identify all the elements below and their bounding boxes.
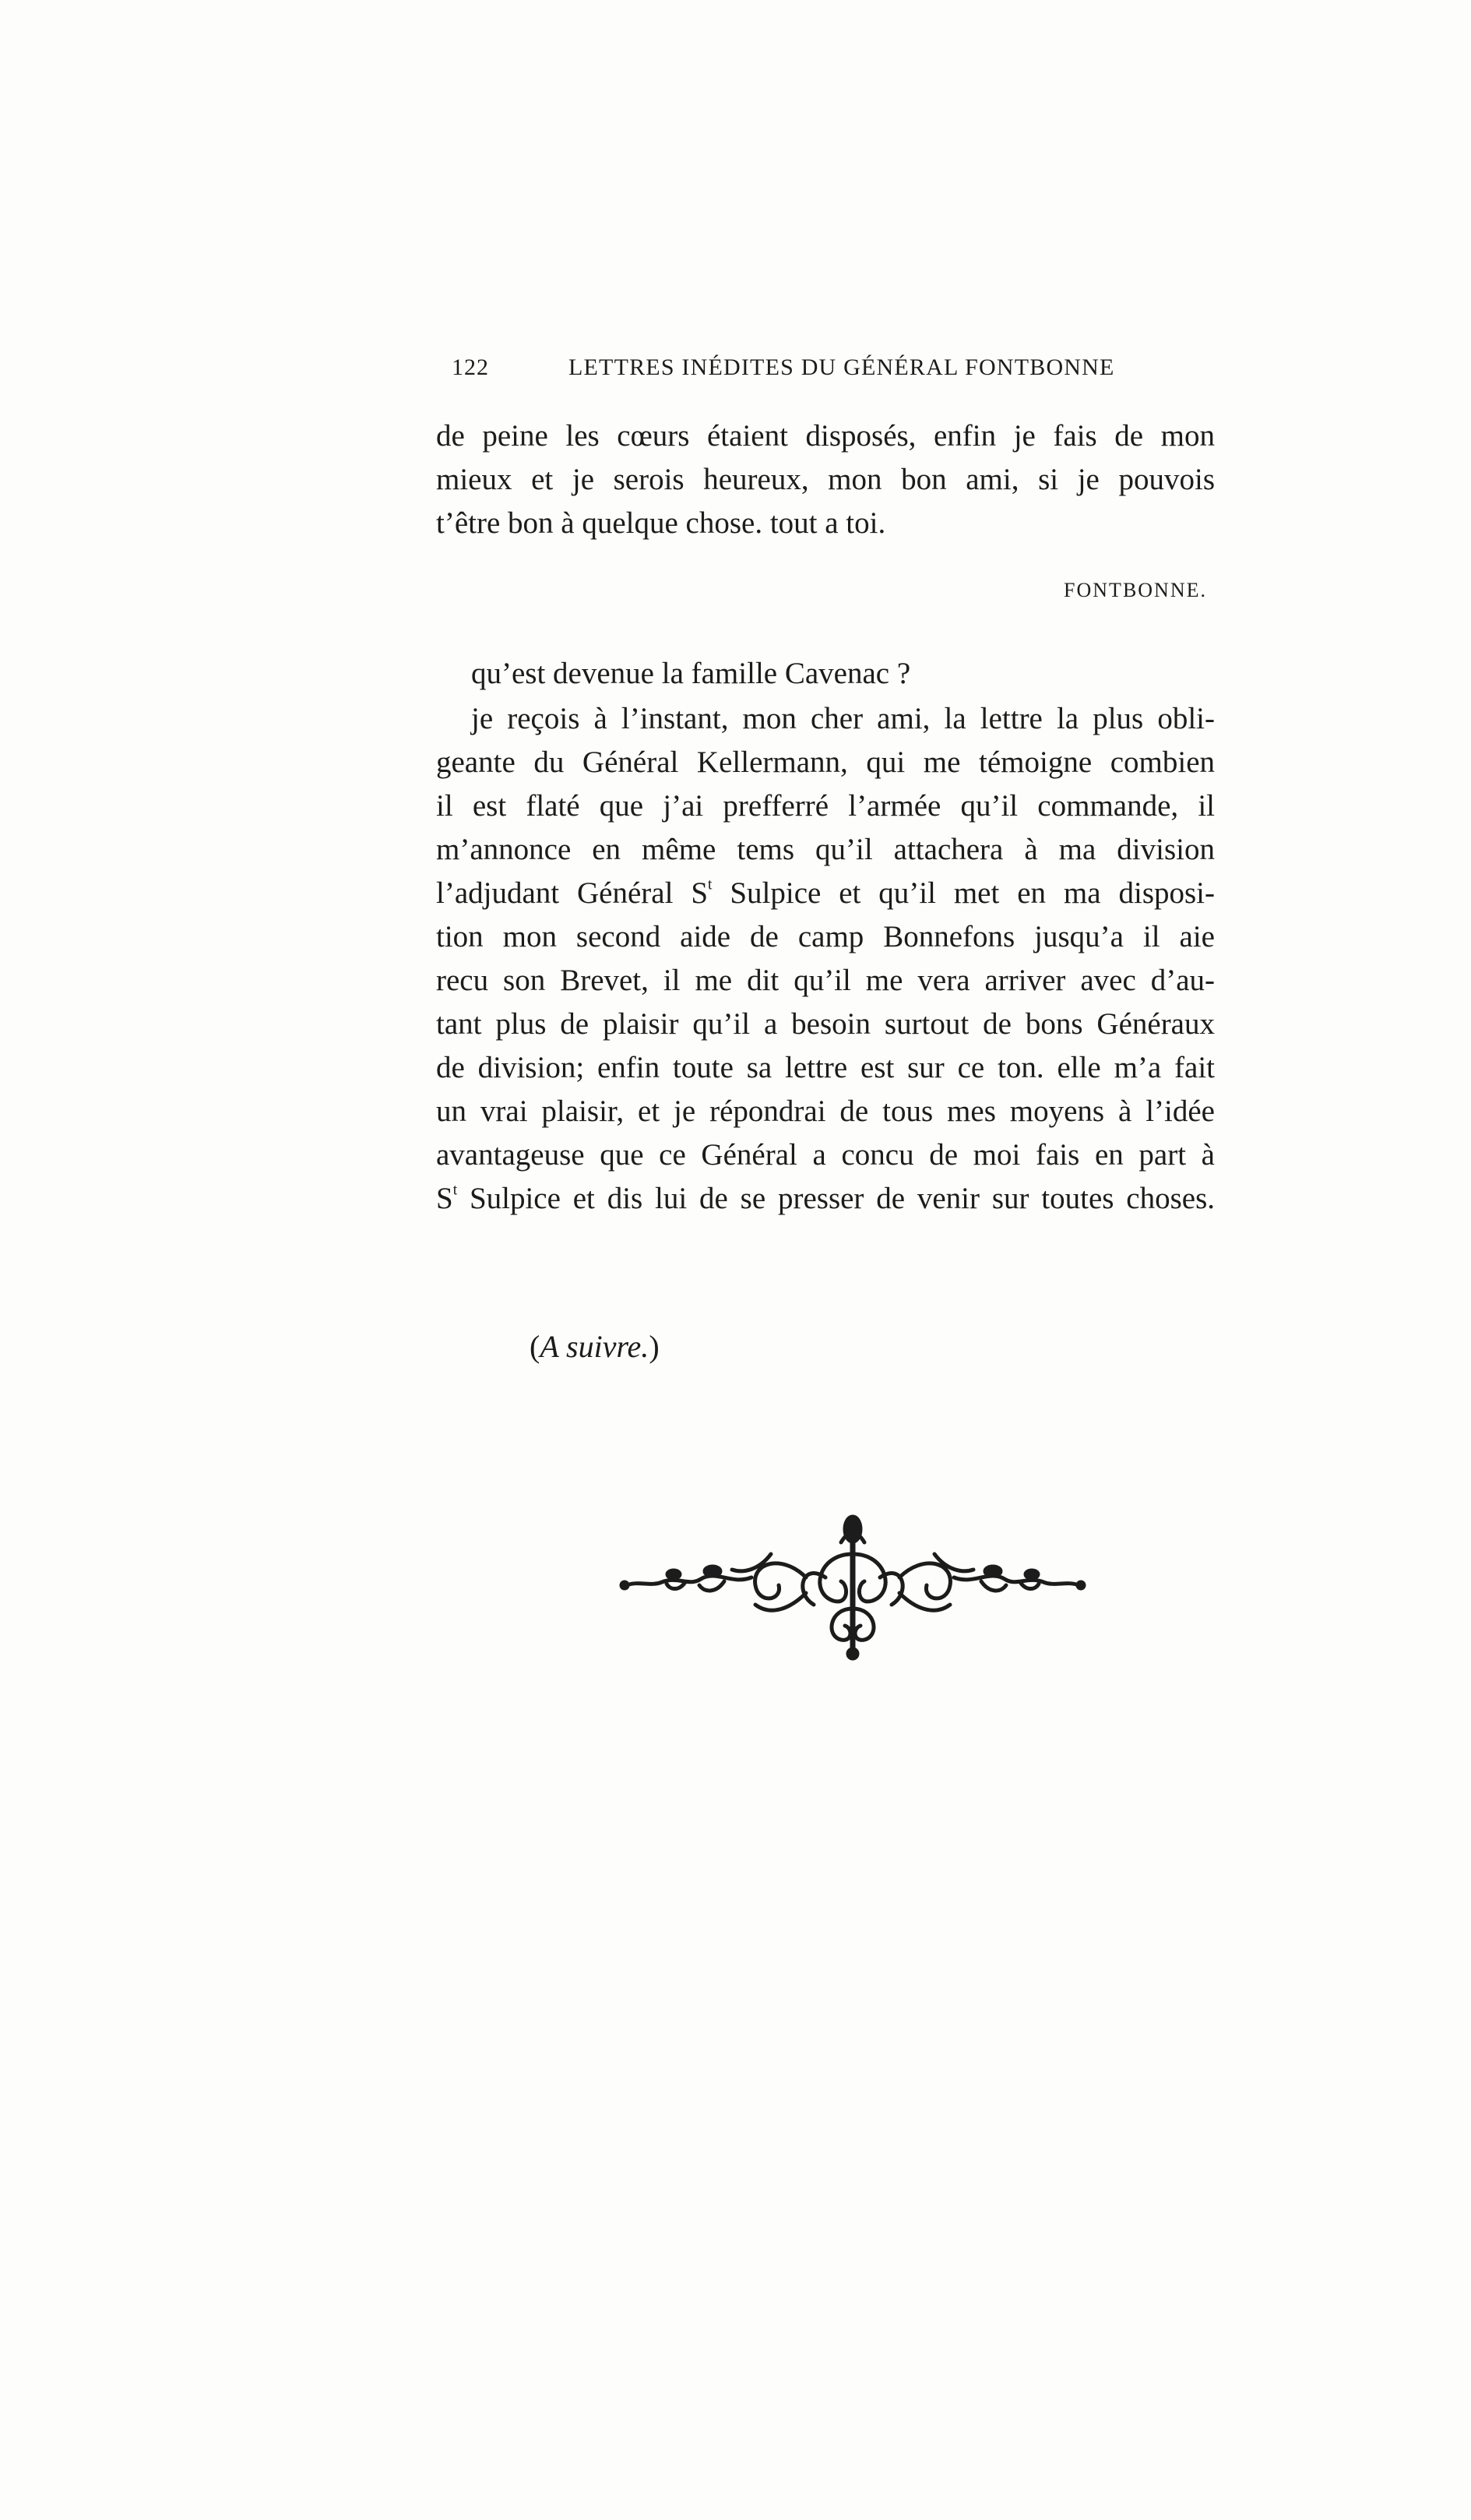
text-line: de peine les cœurs étaient disposés, enfin je fais de mon — [436, 419, 1215, 453]
to-be-continued: (A suivre.) — [530, 1329, 660, 1364]
floral-tailpiece-ornament-icon — [615, 1507, 1090, 1663]
text-line: m’annonce en même tems qu’il attachera à ma division — [436, 833, 1215, 866]
text-line: recu son Brevet, il me dit qu’il me vera arriver avec d’au- — [436, 964, 1215, 997]
text-line: avantageuse que ce Général a concu de moi fais en part à — [436, 1138, 1215, 1172]
text-line: il est flaté que j’ai prefferré l’armée qu’il commande, il — [436, 789, 1215, 823]
page-number: 122 — [452, 354, 489, 380]
text-line: tant plus de plaisir qu’il a besoin surtout de bons Généraux — [436, 1007, 1215, 1041]
running-head — [452, 354, 1168, 393]
text-line: $S^t$ Sulpice et dis lui de se presser de venir sur toutes choses. — [436, 1182, 1215, 1215]
text-line: tion mon second aide de camp Bonnefons jusqu’a il aie — [436, 920, 1215, 953]
text-line: je reçois à l’instant, mon cher ami, la lettre la plus obli- — [471, 702, 1215, 735]
text-line: geante du Général Kellermann, qui me témoigne combien — [436, 745, 1215, 779]
text-line: l’adjudant Général $S^t$ Sulpice et qu’il met en ma disposi- — [436, 876, 1215, 910]
running-title: LETTRES INÉDITES DU GÉNÉRAL FONTBONNE — [568, 354, 1115, 380]
opening-line: qu’est devenue la famille Cavenac ? — [471, 657, 911, 690]
text-line: t’être bon à quelque chose. tout a toi. — [436, 506, 886, 540]
signature: FONTBONNE. — [1064, 579, 1207, 601]
text-line: de division; enfin toute sa lettre est sur ce ton. elle m’a fait — [436, 1051, 1215, 1084]
text-line: mieux et je serois heureux, mon bon ami, si je pouvois — [436, 463, 1215, 496]
text-line: un vrai plaisir, et je répondrai de tous mes moyens à l’idée — [436, 1094, 1215, 1128]
